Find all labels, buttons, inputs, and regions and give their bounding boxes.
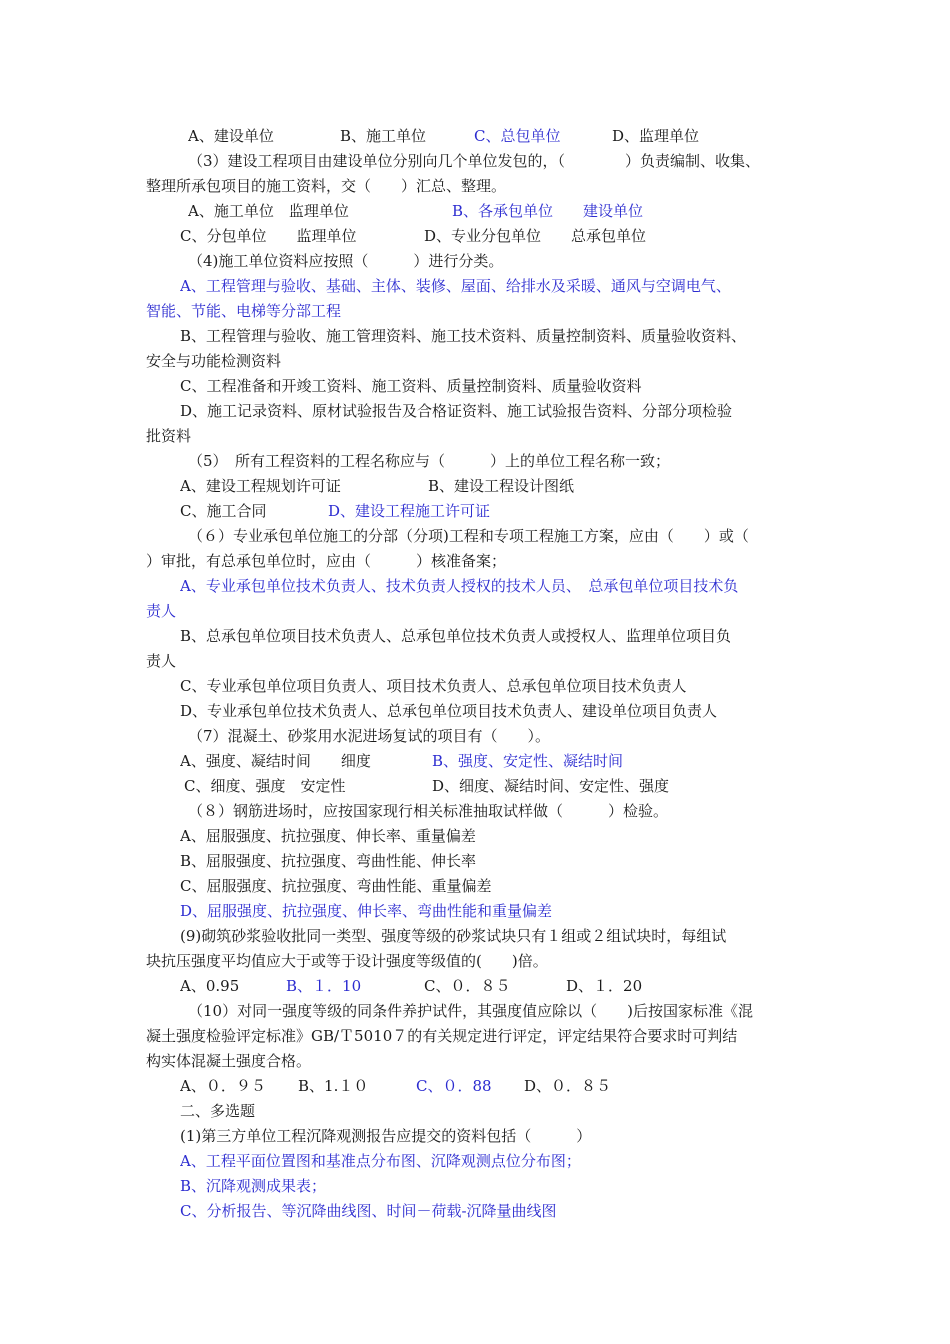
multi-q1-option-b: B、沉降观测成果表；: [180, 1177, 327, 1195]
q9-options: [180, 974, 830, 998]
q2-option-b: B、施工单位: [340, 127, 427, 145]
q6-stem-line-1: （６）专业承包单位施工的分部（分项)工程和专项工程施工方案，应由（ ）或（: [188, 527, 749, 545]
q4-option-b-line-2: 安全与功能检测资料: [146, 352, 282, 370]
q5-options-ab: [180, 474, 830, 498]
q6-option-a-line-1: A、专业承包单位技术负责人、技术负责人授权的技术人员、 总承包单位项目技术负: [180, 577, 739, 595]
q8-option-c: C、屈服强度、抗拉强度、弯曲性能、重量偏差: [180, 877, 492, 895]
q9-option-a: A、0.95: [180, 977, 240, 995]
q3-options-cd: [180, 224, 830, 248]
q3-option-c: C、分包单位 监理单位: [180, 227, 357, 245]
q10-option-c: C、０．88: [416, 1077, 492, 1095]
q4-stem: （4)施工单位资料应按照（ ）进行分类。: [188, 252, 504, 270]
q10-option-b: B、1.１０: [298, 1077, 369, 1095]
q5-option-c: C、施工合同: [180, 502, 267, 520]
q6-stem-line-2: ）审批，有总承包单位时，应由（ ）核准备案；: [146, 552, 507, 570]
q3-options-ab: [188, 199, 828, 223]
q4-option-a-line-1: A、工程管理与验收、基础、主体、装修、屋面、给排水及采暖、通风与空调电气、: [180, 277, 731, 295]
q5-option-d: D、建设工程施工许可证: [328, 502, 491, 520]
q5-option-a: A、建设工程规划许可证: [180, 477, 341, 495]
q8-option-d: D、屈服强度、抗拉强度、伸长率、弯曲性能和重量偏差: [180, 902, 553, 920]
q8-option-a: A、屈服强度、抗拉强度、伸长率、重量偏差: [180, 827, 476, 845]
q9-stem-line-1: (9)砌筑砂浆验收批同一类型、强度等级的砂浆试块只有１组或２组试块时，每组试: [180, 927, 727, 945]
q10-stem-line-2: 凝土强度检验评定标准》GB/Ｔ5010７的有关规定进行评定，评定结果符合要求时可判结: [146, 1027, 738, 1045]
q3-stem-line-2: 整理所承包项目的施工资料，交（ ）汇总、整理。: [146, 177, 507, 195]
q8-stem: （８）钢筋进场时，应按国家现行相关标准抽取试样做（ ）检验。: [188, 802, 669, 820]
q4-option-b-line-1: B、工程管理与验收、施工管理资料、施工技术资料、质量控制资料、质量验收资料、: [180, 327, 747, 345]
q10-stem-line-3: 构实体混凝土强度合格。: [146, 1052, 312, 1070]
q10-options: [180, 1074, 830, 1098]
q3-option-a: A、施工单位 监理单位: [188, 202, 349, 220]
q3-option-b: B、各承包单位 建设单位: [452, 202, 644, 220]
q4-option-c: C、工程准备和开竣工资料、施工资料、质量控制资料、质量验收资料: [180, 377, 642, 395]
q10-stem-line-1: （10）对同一强度等级的同条件养护试件，其强度值应除以（ )后按国家标准《混: [188, 1002, 753, 1020]
q9-option-b: B、１．10: [286, 977, 362, 995]
q6-option-c: C、专业承包单位项目负责人、项目技术负责人、总承包单位项目技术负责人: [180, 677, 687, 695]
multi-q1-option-c: C、分析报告、等沉降曲线图、时间－荷载-沉降量曲线图: [180, 1202, 557, 1220]
q9-stem-line-2: 块抗压强度平均值应大于或等于设计强度等级值的( )倍。: [146, 952, 548, 970]
q5-option-b: B、建设工程设计图纸: [428, 477, 575, 495]
q6-option-b-line-1: B、总承包单位项目技术负责人、总承包单位技术负责人或授权人、监理单位项目负: [180, 627, 732, 645]
q7-options-ab: [180, 749, 830, 773]
q9-option-c: C、０．８５: [424, 977, 511, 995]
q7-option-c: C、细度、强度 安定性: [184, 777, 346, 795]
q7-option-d: D、细度、凝结时间、安定性、强度: [432, 777, 670, 795]
q5-stem: （5） 所有工程资料的工程名称应与（ ）上的单位工程名称一致；: [188, 452, 671, 470]
q6-option-a-line-2: 责人: [146, 602, 177, 620]
q10-option-d: D、０．８５: [524, 1077, 612, 1095]
q2-option-d: D、监理单位: [612, 127, 700, 145]
q8-option-b: B、屈服强度、抗拉强度、弯曲性能、伸长率: [180, 852, 477, 870]
multi-q1-stem: (1)第三方单位工程沉降观测报告应提交的资料包括（ ）: [180, 1127, 592, 1145]
q9-option-d: D、１．20: [566, 977, 643, 995]
q4-option-a-line-2: 智能、节能、电梯等分部工程: [146, 302, 342, 320]
q4-option-d-line-1: D、施工记录资料、原材试验报告及合格证资料、施工试验报告资料、分部分项检验: [180, 402, 733, 420]
q2-option-a: A、建设单位: [188, 127, 274, 145]
q6-option-b-line-2: 责人: [146, 652, 177, 670]
q7-option-a: A、强度、凝结时间 细度: [180, 752, 371, 770]
multi-q1-option-a: A、工程平面位置图和基准点分布图、沉降观测点位分布图；: [180, 1152, 581, 1170]
q4-option-d-line-2: 批资料: [146, 427, 192, 445]
q7-options-cd: [180, 774, 830, 798]
q7-stem: （7）混凝土、砂浆用水泥进场复试的项目有（ ）。: [188, 727, 551, 745]
q2-options: [188, 124, 828, 148]
q3-stem-line-1: （3）建设工程项目由建设单位分别向几个单位发包的，（ ）负责编制、收集、: [188, 152, 761, 170]
section-2-title: 二、多选题: [180, 1102, 256, 1120]
q7-option-b: B、强度、安定性、凝结时间: [432, 752, 624, 770]
q3-option-d: D、专业分包单位 总承包单位: [424, 227, 647, 245]
q5-options-cd: [180, 499, 830, 523]
q6-option-d: D、专业承包单位技术负责人、总承包单位项目技术负责人、建设单位项目负责人: [180, 702, 718, 720]
q2-option-c: C、总包单位: [474, 127, 561, 145]
q10-option-a: A、０．９５: [180, 1077, 266, 1095]
